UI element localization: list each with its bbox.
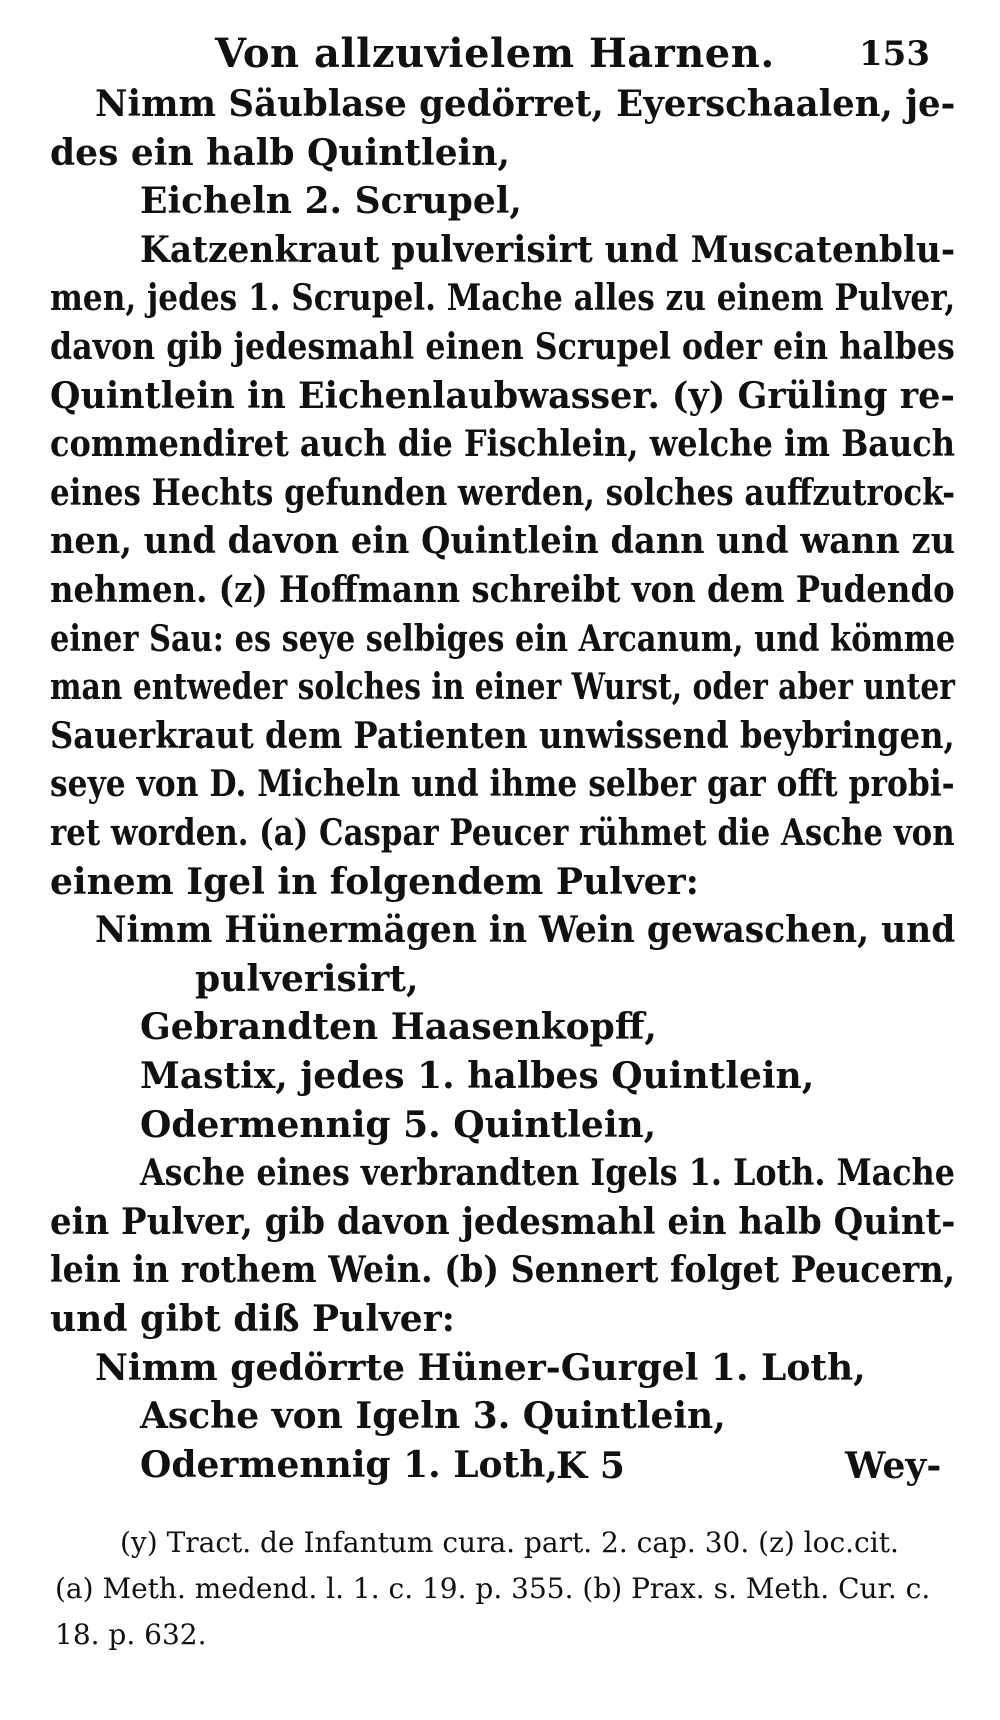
text-line: men, jedes 1. Scrupel. Mache alles zu einem Pulver, [50, 277, 956, 320]
text-line: Nimm gedörrte Hüner-Gurgel 1. Loth, [95, 1346, 866, 1389]
running-title: Von allzuvielem Harnen. [215, 30, 775, 77]
text-line: Katzenkraut pulverisirt und Muscatenblu- [140, 228, 956, 271]
text-line: des ein halb Quintlein, [50, 131, 511, 174]
text-line: Asche eines verbrandten Igels 1. Loth. Mache [140, 1152, 955, 1195]
text-line: Nimm Hünermägen in Wein gewaschen, und [95, 909, 956, 952]
text-line: Sauerkraut dem Patienten unwissend beybringen, [50, 714, 955, 757]
text-line: eines Hechts gefunden werden, solches auffzutrock- [50, 471, 956, 514]
text-line: nen, und davon ein Quintlein dann und wann zu [50, 520, 956, 563]
signature-mark: K 5 [556, 1445, 625, 1487]
text-line: pulverisirt, [195, 957, 419, 1000]
text-line: seye von D. Micheln und ihme selber gar offt probi- [50, 763, 955, 806]
page-number: 153 [859, 34, 930, 74]
text-line: Gebrandten Haasenkopff, [140, 1006, 657, 1049]
text-line: Odermennig 1. Loth, [140, 1443, 558, 1486]
text-line: nehmen. (z) Hoffmann schreibt von dem Pudendo [50, 569, 955, 611]
text-line: einem Igel in folgendem Pulver: [50, 860, 699, 903]
text-line: und gibt diß Pulver: [50, 1298, 455, 1340]
signature-row [0, 1445, 1000, 1495]
text-line: Nimm Säublase gedörret, Eyerschaalen, je- [95, 83, 956, 125]
footnote-line: (y) Tract. de Infantum cura. part. 2. cap. 30. (z) loc.cit. [120, 1526, 899, 1559]
text-line: Asche von Igeln 3. Quintlein, [140, 1395, 726, 1438]
catchword: Wey- [845, 1445, 942, 1487]
text-line: ein Pulver, gib davon jedesmahl ein halb Quint- [50, 1200, 956, 1243]
text-line: commendiret auch die Fischlein, welche im Bauch [50, 423, 956, 466]
text-line: ret worden. (a) Caspar Peucer rühmet die Asche von [50, 812, 955, 854]
text-line: Odermennig 5. Quintlein, [140, 1103, 657, 1146]
text-line: Mastix, jedes 1. halbes Quintlein, [140, 1055, 815, 1097]
text-line: lein in rothem Wein. (b) Sennert folget Peucern, [50, 1249, 956, 1292]
text-line: man entweder solches in einer Wurst, oder aber unter [50, 666, 955, 709]
text-line: Eicheln 2. Scrupel, [140, 180, 522, 223]
text-line: Quintlein in Eichenlaubwasser. (y) Grüling re- [50, 374, 955, 417]
text-line: davon gib jedesmahl einen Scrupel oder ein halbes [50, 326, 955, 368]
footnote-line: (a) Meth. medend. l. 1. c. 19. p. 355. (b) Prax. s. Meth. Cur. c. [55, 1572, 931, 1605]
text-line: einer Sau: es seye selbiges ein Arcanum, und kömme [50, 617, 956, 660]
footnote-line: 18. p. 632. [55, 1618, 207, 1651]
